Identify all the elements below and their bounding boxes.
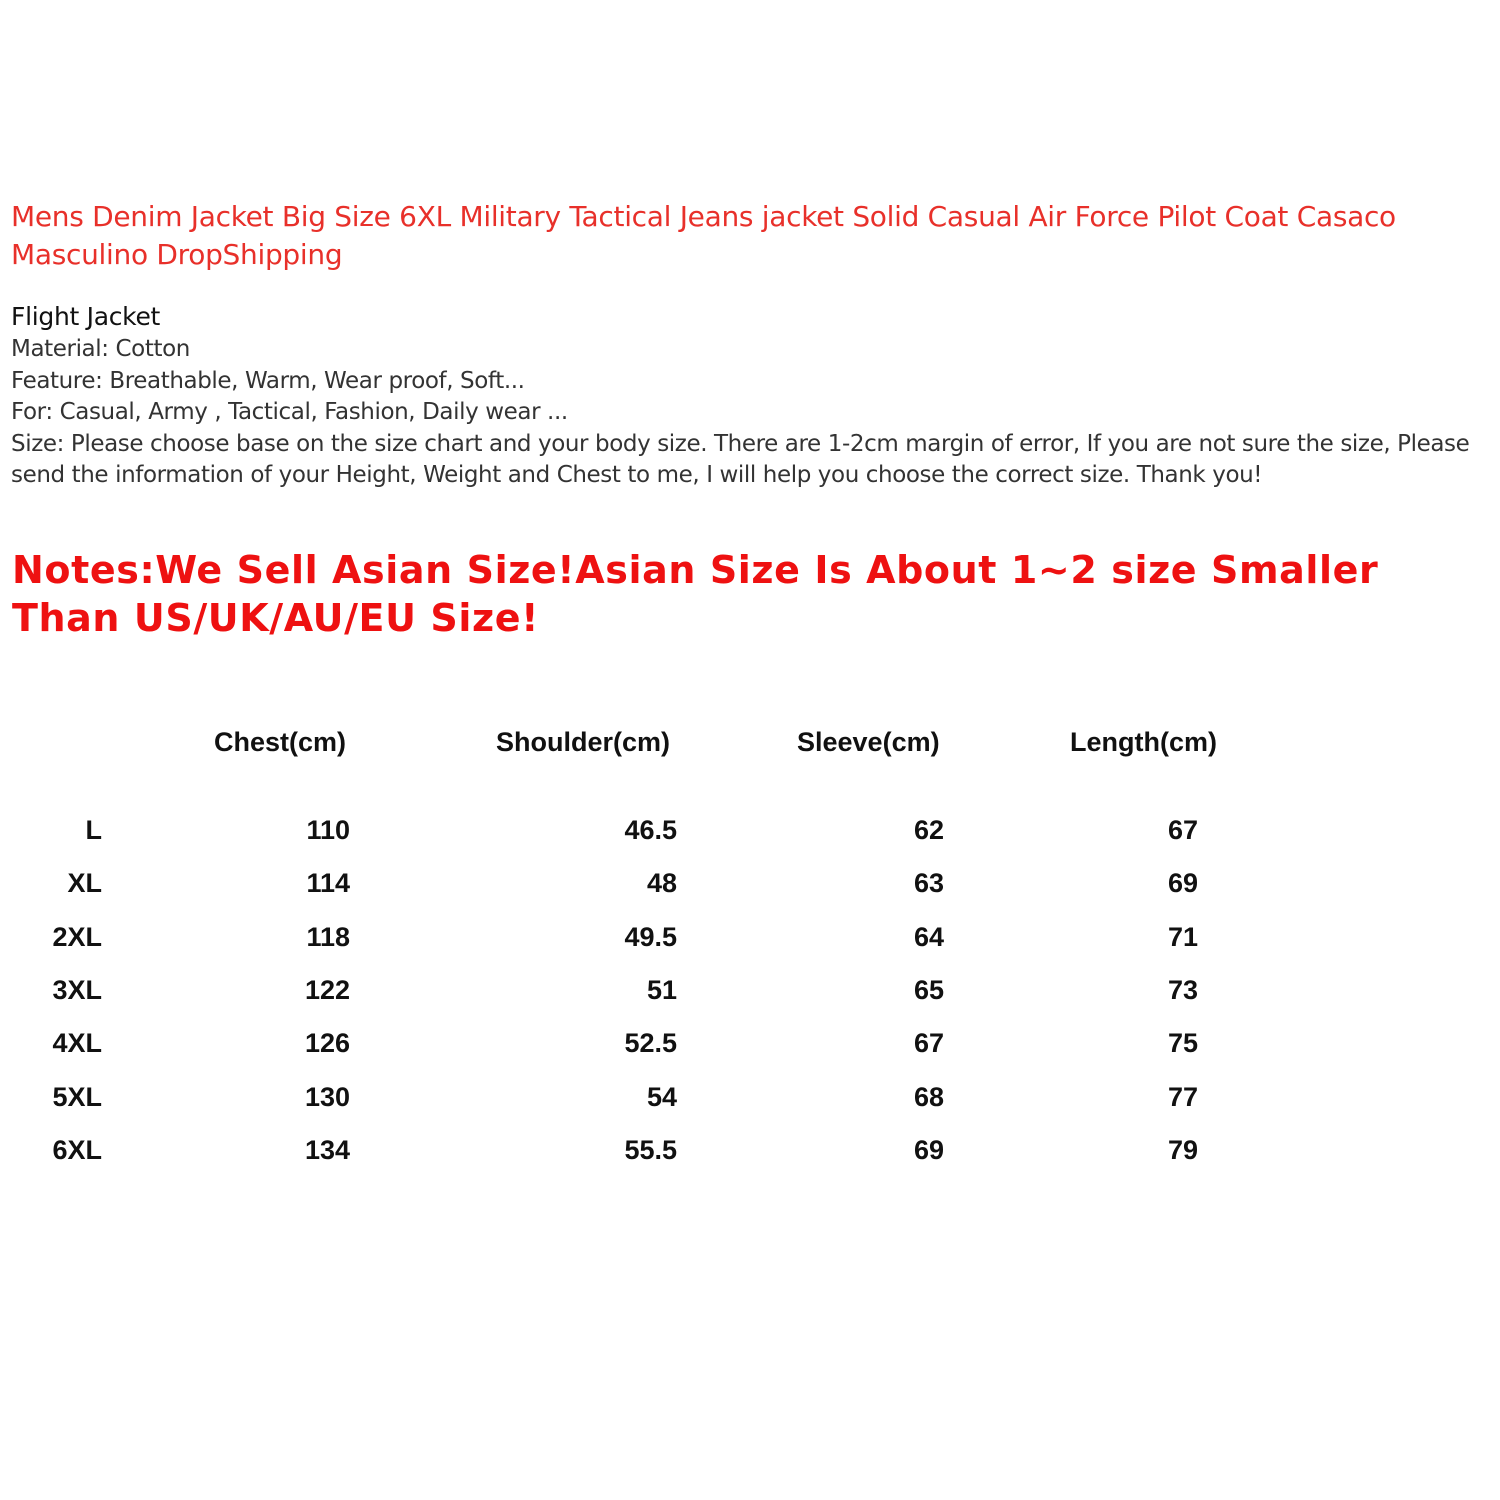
- shoulder-value: 48: [646, 868, 677, 898]
- chest-value: 126: [304, 1028, 350, 1058]
- sleeve-value: 65: [913, 975, 944, 1005]
- sleeve-value: 67: [913, 1028, 944, 1058]
- length-value: 73: [1167, 975, 1198, 1005]
- shoulder-value: 54: [646, 1082, 677, 1112]
- sleeve-value: 62: [913, 815, 944, 845]
- sleeve-value: 68: [913, 1082, 944, 1112]
- size-label: 5XL: [52, 1082, 102, 1112]
- header-sleeve: Sleeve(cm): [797, 727, 940, 757]
- chest-value: 114: [306, 868, 350, 898]
- header-chest: Chest(cm): [214, 727, 347, 757]
- asian-size-notes: Notes:We Sell Asian Size!Asian Size Is About 1~2 size Smaller Than US/UK/AU/EU Size!: [12, 548, 1379, 640]
- size-label: 3XL: [52, 975, 102, 1005]
- sleeve-value: 69: [913, 1135, 944, 1165]
- size-label: 4XL: [52, 1028, 102, 1058]
- chest-value: 118: [306, 922, 350, 952]
- feature-line: Feature: Breathable, Warm, Wear proof, Soft...: [11, 367, 525, 394]
- shoulder-value: 51: [646, 975, 677, 1005]
- chest-value: 130: [304, 1082, 350, 1112]
- shoulder-value: 55.5: [624, 1135, 677, 1165]
- description-heading: Flight Jacket: [11, 302, 161, 331]
- size-advice-line: Size: Please choose base on the size chart and your body size. There are 1-2cm margin of error, If you are not sure the size, Please send the information of your Height, Weight and Chest to me, I will help you choose the correct size. Thank you!: [11, 430, 1470, 488]
- chest-value: 134: [304, 1135, 350, 1165]
- material-line: Material: Cotton: [11, 336, 190, 362]
- length-value: 77: [1167, 1082, 1198, 1112]
- shoulder-value: 49.5: [624, 922, 677, 952]
- sleeve-value: 63: [913, 868, 944, 898]
- product-description: [11, 300, 1481, 492]
- size-label: XL: [67, 868, 102, 898]
- size-label: 2XL: [52, 922, 102, 952]
- shoulder-value: 46.5: [624, 815, 677, 845]
- size-label: L: [85, 815, 102, 845]
- usage-line: For: Casual, Army , Tactical, Fashion, Daily wear ...: [11, 399, 568, 425]
- chest-value: 110: [306, 815, 350, 845]
- length-value: 67: [1167, 815, 1198, 845]
- header-shoulder: Shoulder(cm): [496, 727, 671, 757]
- chest-value: 122: [304, 975, 350, 1005]
- length-value: 75: [1167, 1028, 1198, 1058]
- header-length: Length(cm): [1070, 727, 1217, 757]
- size-label: 6XL: [52, 1135, 102, 1165]
- sleeve-value: 64: [913, 922, 944, 952]
- length-value: 79: [1167, 1135, 1198, 1165]
- shoulder-value: 52.5: [624, 1028, 677, 1058]
- length-value: 69: [1167, 868, 1198, 898]
- product-title: Mens Denim Jacket Big Size 6XL Military Tactical Jeans jacket Solid Casual Air Force Pilot Coat Casaco Masculino DropShipping: [11, 200, 1396, 271]
- length-value: 71: [1167, 922, 1198, 952]
